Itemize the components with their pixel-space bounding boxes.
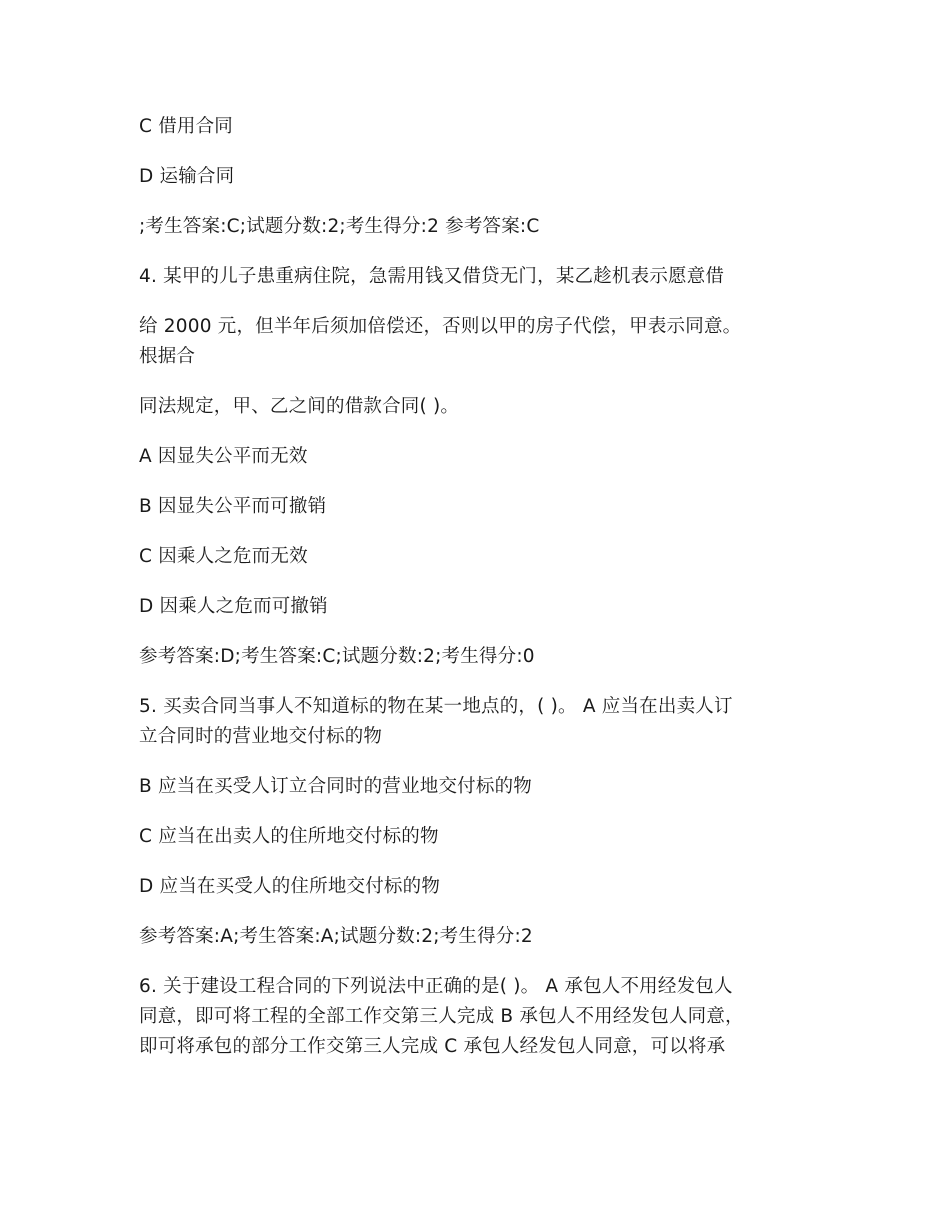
question-6 [139,972,814,1062]
text-line: 5. 买卖合同当事人不知道标的物在某一地点的，( )。 A 应当在出卖人订 [139,696,733,717]
answer-line-3 [139,212,814,242]
question-4-line-3 [139,392,814,422]
option-c-prev [139,112,814,142]
text-line: 4. 某甲的儿子患重病住院，急需用钱又借贷无门，某乙趁机表示愿意借 [139,266,725,287]
option-d-prev [139,162,814,192]
text-line: 即可将承包的部分工作交第三人完成 C 承包人经发包人同意，可以将承 [139,1036,726,1057]
text-line: D 运输合同 [139,166,235,187]
text-line: 参考答案:A;考生答案:A;试题分数:2;考生得分:2 [139,926,533,947]
text-line: C 因乘人之危而无效 [139,546,308,567]
text-line: 同法规定，甲、乙之间的借款合同( )。 [139,396,460,417]
question-4-option-b [139,492,814,522]
text-line: B 应当在买受人订立合同时的营业地交付标的物 [139,776,532,797]
text-line: C 借用合同 [139,116,233,137]
text-line: 根据合 [139,346,196,367]
question-5-option-d [139,872,814,902]
text-line: ;考生答案:C;试题分数:2;考生得分:2 参考答案:C [139,216,540,237]
text-line: B 因显失公平而可撤销 [139,496,327,517]
question-5-option-b [139,772,814,802]
answer-line-5 [139,922,814,952]
question-4-option-d [139,592,814,622]
question-5 [139,692,814,752]
text-line: 给 2000 元，但半年后须加倍偿还，否则以甲的房子代偿，甲表示同意。 [139,316,742,337]
text-line: C 应当在出卖人的住所地交付标的物 [139,826,439,847]
text-line: A 因显失公平而无效 [139,446,308,467]
text-line: 同意，即可将工程的全部工作交第三人完成 B 承包人不用经发包人同意， [139,1006,744,1027]
document-body [139,112,814,1082]
question-5-option-c [139,822,814,852]
question-4-line-2 [139,312,814,372]
question-4-option-a [139,442,814,472]
text-line: D 应当在买受人的住所地交付标的物 [139,876,441,897]
question-4-line-1 [139,262,814,292]
answer-line-4 [139,642,814,672]
text-line: 参考答案:D;考生答案:C;试题分数:2;考生得分:0 [139,646,535,667]
text-line: 6. 关于建设工程合同的下列说法中正确的是( )。 A 承包人不用经发包人 [139,976,733,997]
question-4-option-c [139,542,814,572]
text-line: D 因乘人之危而可撤销 [139,596,328,617]
text-line: 立合同时的营业地交付标的物 [139,726,383,747]
